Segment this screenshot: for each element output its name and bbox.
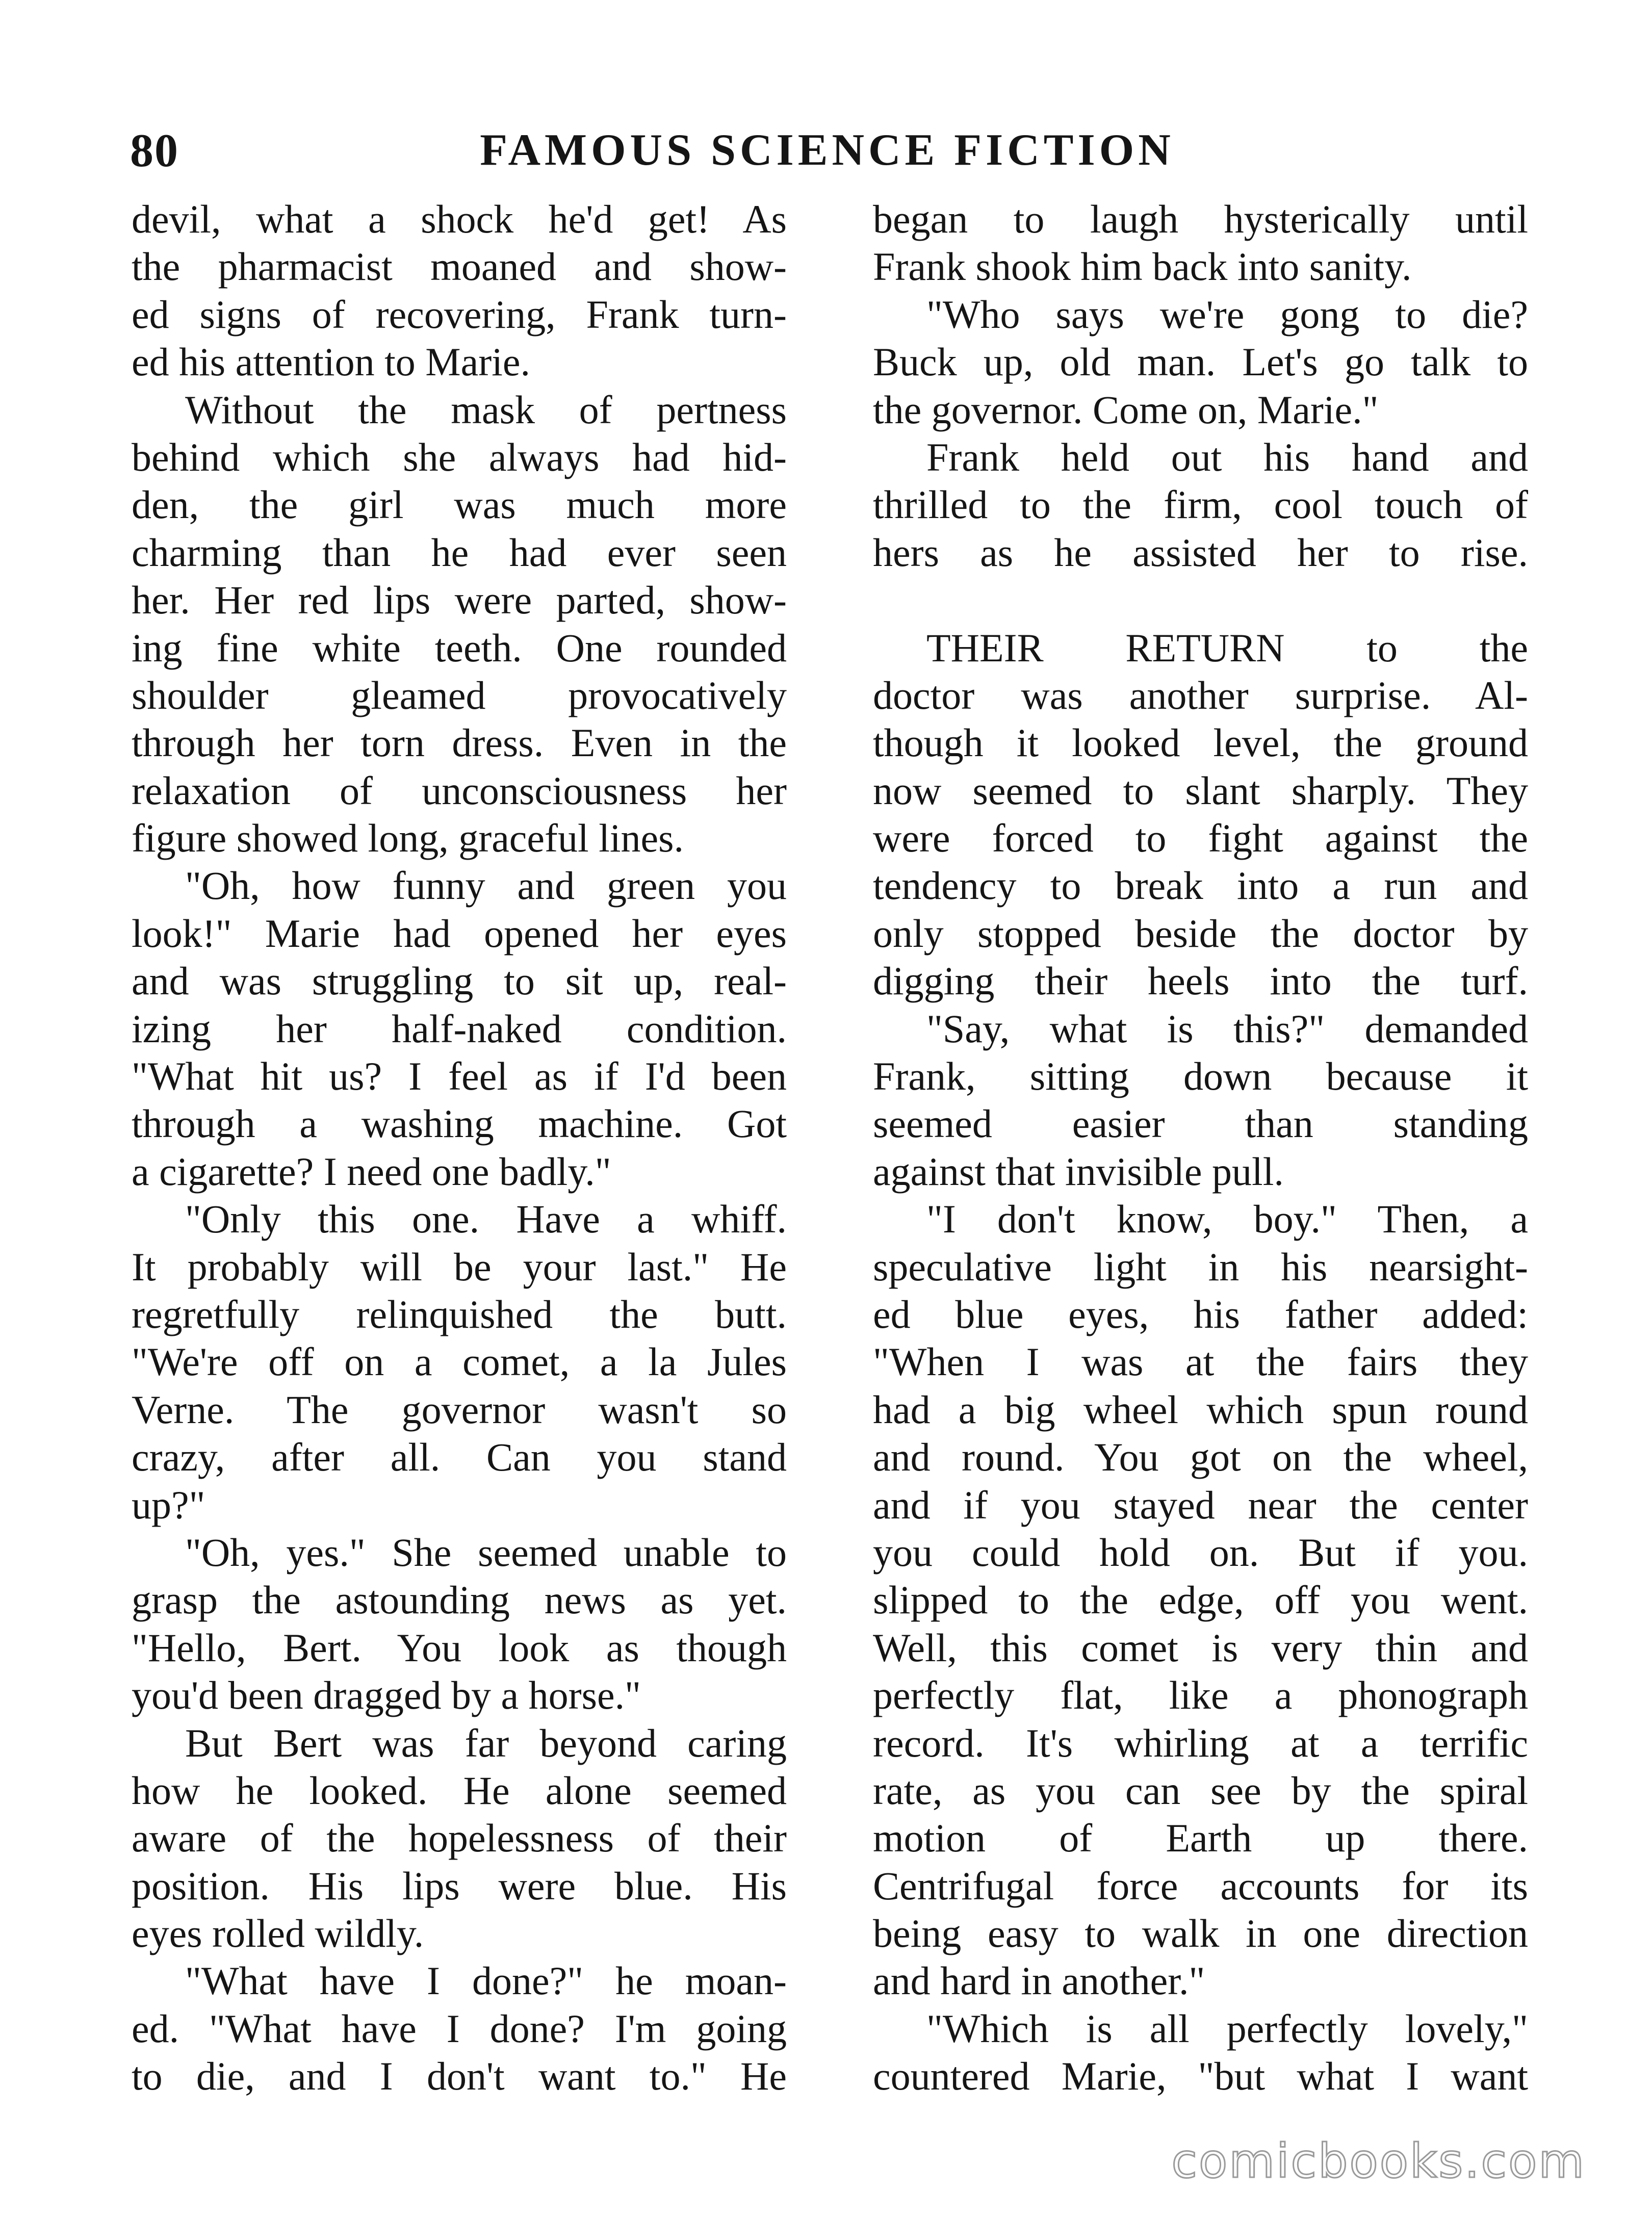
text-line: being easy to walk in one direction xyxy=(873,1911,1528,1956)
text-line: rate, as you can see by the spiral xyxy=(873,1768,1528,1813)
text-line: look!" Marie had opened her eyes xyxy=(132,911,787,956)
text-line: "Only this one. Have a whiff. xyxy=(185,1197,787,1242)
text-line: perfectly flat, like a phonograph xyxy=(873,1673,1528,1718)
text-line: motion of Earth up there. xyxy=(873,1816,1528,1861)
text-line: "Hello, Bert. You look as though xyxy=(132,1625,787,1670)
text-line: izing her half-naked condition. xyxy=(132,1006,787,1051)
text-line: only stopped beside the doctor by xyxy=(873,911,1528,956)
text-line: Buck up, old man. Let's go talk to xyxy=(873,340,1528,384)
text-line: ed blue eyes, his father added: xyxy=(873,1292,1528,1336)
text-line xyxy=(873,576,1528,624)
text-line: position. His lips were blue. His xyxy=(132,1863,787,1908)
text-line: ing fine white teeth. One rounded xyxy=(132,625,787,670)
text-line: ed signs of recovering, Frank turn- xyxy=(132,292,787,337)
text-line: Verne. The governor wasn't so xyxy=(132,1387,787,1432)
text-line: "We're off on a comet, a la Jules xyxy=(132,1339,787,1384)
text-line: and was struggling to sit up, real- xyxy=(132,959,787,1003)
text-line: countered Marie, "but what I want xyxy=(873,2054,1528,2099)
text-line: doctor was another surprise. Al- xyxy=(873,673,1528,717)
text-line: tendency to break into a run and xyxy=(873,863,1528,908)
text-line: "Who says we're gong to die? xyxy=(926,292,1528,337)
text-line: eyes rolled wildly. xyxy=(132,1911,424,1956)
text-line: charming than he had ever seen xyxy=(132,530,787,575)
text-line: figure showed long, graceful lines. xyxy=(132,816,684,861)
text-line: hers as he assisted her to rise. xyxy=(873,530,1528,575)
watermark: comicbooks.com xyxy=(1171,2134,1586,2188)
text-line: record. It's whirling at a terrific xyxy=(873,1720,1528,1765)
text-line: crazy, after all. Can you stand xyxy=(132,1435,787,1480)
text-line: devil, what a shock he'd get! As xyxy=(132,197,787,241)
text-line: But Bert was far beyond caring xyxy=(185,1720,787,1765)
text-line: thrilled to the firm, cool touch of xyxy=(873,482,1528,527)
text-line: den, the girl was much more xyxy=(132,482,787,527)
text-line: through a washing machine. Got xyxy=(132,1101,787,1146)
text-line: regretfully relinquished the butt. xyxy=(132,1292,787,1336)
text-line: began to laugh hysterically until xyxy=(873,197,1528,241)
text-line: "Which is all perfectly lovely," xyxy=(926,2006,1528,2051)
text-line: "What have I done?" he moan- xyxy=(185,1958,787,2003)
text-line: "I don't know, boy." Then, a xyxy=(926,1197,1528,1242)
text-line: relaxation of unconsciousness her xyxy=(132,768,787,813)
text-line: Well, this comet is very thin and xyxy=(873,1625,1528,1670)
text-line: through her torn dress. Even in the xyxy=(132,720,787,765)
text-line: aware of the hopelessness of their xyxy=(132,1816,787,1861)
text-line: ed his attention to Marie. xyxy=(132,340,530,384)
text-line: "When I was at the fairs they xyxy=(873,1339,1528,1384)
text-line: against that invisible pull. xyxy=(873,1149,1284,1194)
text-line: grasp the astounding news as yet. xyxy=(132,1578,787,1622)
text-line: "What hit us? I feel as if I'd been xyxy=(132,1054,787,1099)
text-line: her. Her red lips were parted, show- xyxy=(132,578,787,623)
text-line: ed. "What have I done? I'm going xyxy=(132,2006,787,2051)
text-line: shoulder gleamed provocatively xyxy=(132,673,787,717)
text-line: "Oh, how funny and green you xyxy=(185,863,787,908)
text-line: behind which she always had hid- xyxy=(132,434,787,479)
text-line: Without the mask of pertness xyxy=(185,387,787,432)
text-line: seemed easier than standing xyxy=(873,1101,1528,1146)
text-line: the governor. Come on, Marie." xyxy=(873,387,1379,432)
text-line: and hard in another." xyxy=(873,1958,1205,2003)
text-line: to die, and I don't want to." He xyxy=(132,2054,787,2099)
text-line: the pharmacist moaned and show- xyxy=(132,244,787,289)
left-text-column xyxy=(132,195,787,2100)
text-line: slipped to the edge, off you went. xyxy=(873,1578,1528,1622)
running-head: FAMOUS SCIENCE FICTION xyxy=(480,125,1175,175)
text-line: and if you stayed near the center xyxy=(873,1482,1528,1527)
text-line: Frank held out his hand and xyxy=(926,434,1528,479)
text-line: Centrifugal force accounts for its xyxy=(873,1863,1528,1908)
page-number: 80 xyxy=(130,124,179,176)
text-line: Frank shook him back into sanity. xyxy=(873,244,1412,289)
text-line: up?" xyxy=(132,1482,205,1527)
text-line: had a big wheel which spun round xyxy=(873,1387,1528,1432)
page-header xyxy=(130,120,1525,181)
text-line: It probably will be your last." He xyxy=(132,1244,787,1289)
text-line: THEIR RETURN to the xyxy=(926,625,1528,670)
text-line: Frank, sitting down because it xyxy=(873,1054,1528,1099)
text-line: how he looked. He alone seemed xyxy=(132,1768,787,1813)
text-line: now seemed to slant sharply. They xyxy=(873,768,1528,813)
text-line: though it looked level, the ground xyxy=(873,720,1528,765)
text-line: you could hold on. But if you. xyxy=(873,1530,1528,1575)
text-line: "Oh, yes." She seemed unable to xyxy=(185,1530,787,1575)
right-text-column xyxy=(873,195,1528,2100)
text-line: digging their heels into the turf. xyxy=(873,959,1528,1003)
text-line: "Say, what is this?" demanded xyxy=(926,1006,1528,1051)
text-line: a cigarette? I need one badly." xyxy=(132,1149,611,1194)
text-line: speculative light in his nearsight- xyxy=(873,1244,1528,1289)
text-line: you'd been dragged by a horse." xyxy=(132,1673,641,1718)
text-line: were forced to fight against the xyxy=(873,816,1528,861)
text-line: and round. You got on the wheel, xyxy=(873,1435,1528,1480)
